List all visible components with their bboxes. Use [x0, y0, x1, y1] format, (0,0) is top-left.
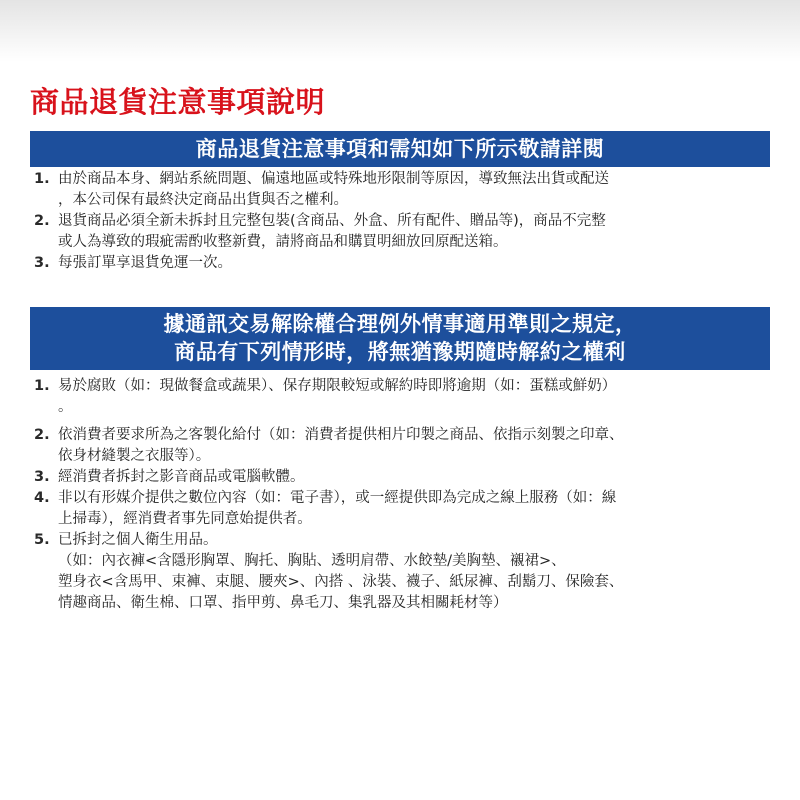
section2-heading-line: 據通訊交易解除權合理例外情事適用準則之規定，	[163, 312, 637, 336]
item-number: 5.	[34, 532, 50, 548]
item-text: （如：內衣褲<含隱形胸罩、胸托、胸貼、透明肩帶、水餃墊/美胸墊、襯裙>、	[58, 553, 566, 569]
item-text: 或人為導致的瑕疵需酌收整新費，請將商品和購買明細放回原配送箱。	[58, 234, 508, 250]
item-number: 4.	[34, 490, 50, 506]
section1-list	[34, 169, 774, 274]
list-item	[34, 530, 774, 614]
section1-heading-banner: 商品退貨注意事項和需知如下所示敬請詳閱	[30, 131, 770, 167]
top-shadow-band	[0, 0, 800, 62]
item-text: 由於商品本身、網站系統問題、偏遠地區或特殊地形限制等原因，導致無法出貨或配送	[58, 171, 609, 187]
section2-heading-banner	[30, 307, 770, 370]
section2-heading-line: 商品有下列情形時，將無猶豫期隨時解約之權利	[174, 340, 626, 364]
list-item	[34, 211, 774, 253]
item-text: 易於腐敗（如：現做餐盒或蔬果）、保存期限較短或解約時即將逾期（如：蛋糕或鮮奶）	[58, 378, 617, 394]
item-text: 情趣商品、衛生棉、口罩、指甲剪、鼻毛刀、集乳器及其相關耗材等）	[58, 595, 508, 611]
item-text: 依身材縫製之衣服等）。	[58, 448, 211, 464]
item-text: 每張訂單享退貨免運一次。	[58, 255, 232, 271]
item-text: 非以有形媒介提供之數位內容（如：電子書），或一經提供即為完成之線上服務（如：線	[58, 490, 617, 506]
item-number: 2.	[34, 427, 50, 443]
item-text: 退貨商品必須全新未拆封且完整包裝(含商品、外盒、所有配件、贈品等)，商品不完整	[58, 213, 606, 229]
item-number: 3.	[34, 255, 50, 271]
list-item	[34, 488, 774, 530]
item-text: 上掃毒），經消費者事先同意始提供者。	[58, 511, 312, 527]
item-text: 經消費者拆封之影音商品或電腦軟體。	[58, 469, 305, 485]
item-number: 1.	[34, 171, 50, 187]
list-item	[34, 169, 774, 211]
item-text: 。	[58, 399, 73, 415]
item-text: 依消費者要求所為之客製化給付（如：消費者提供相片印製之商品、依指示刻製之印章、	[58, 427, 624, 443]
list-item	[34, 425, 774, 467]
item-text: ，本公司保有最終決定商品出貨與否之權利。	[58, 192, 348, 208]
item-number: 1.	[34, 378, 50, 394]
page-title: 商品退貨注意事項說明	[30, 85, 326, 119]
item-number: 3.	[34, 469, 50, 485]
list-item	[34, 253, 774, 274]
item-number: 2.	[34, 213, 50, 229]
section2-list	[34, 376, 774, 614]
list-item	[34, 467, 774, 488]
list-item	[34, 376, 774, 418]
item-text: 已拆封之個人衛生用品。	[58, 532, 218, 548]
item-text: 塑身衣<含馬甲、束褲、束腿、腰夾>、內搭 、泳裝、襪子、紙尿褲、刮鬍刀、保險套、	[58, 574, 624, 590]
